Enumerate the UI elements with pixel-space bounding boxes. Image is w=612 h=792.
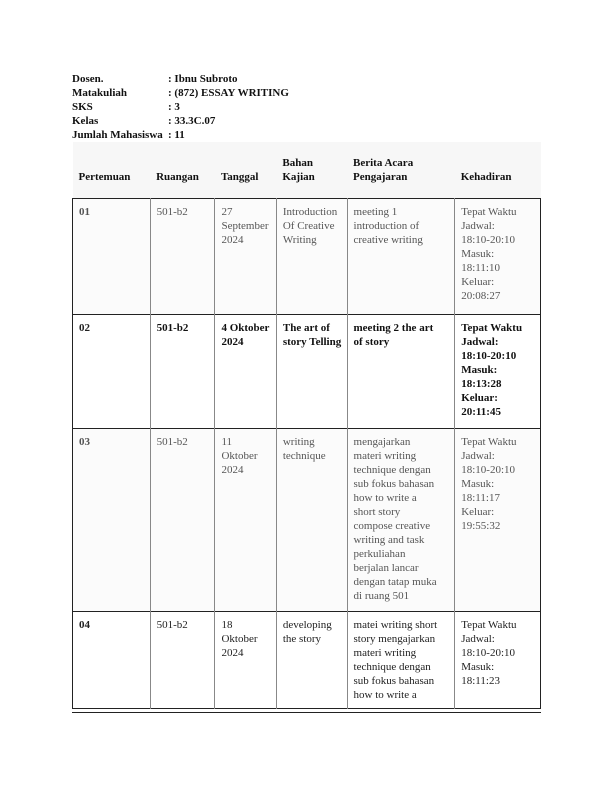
table-row xyxy=(73,429,541,612)
kehadiran-cell: Tepat Waktu Jadwal: 18:10-20:10 Masuk: 18:11:17 Keluar: 19:55:32 xyxy=(455,429,541,612)
course-info xyxy=(72,72,289,142)
table-row xyxy=(73,612,541,709)
tanggal-cell: 18 Oktober 2024 xyxy=(215,612,276,709)
matakuliah-label: Matakuliah xyxy=(72,87,128,99)
berita-cell: mengajarkan materi writing technique dengan sub fokus bahasan how to write a short story compose creative writing and task perkuliahan berjalan lancar dengan tatap muka di ruang 501 xyxy=(347,429,455,612)
sks-label: SKS xyxy=(72,101,93,113)
table-row xyxy=(73,199,541,315)
berita-cell: meeting 2 the art of story xyxy=(347,315,455,429)
tanggal-cell: 27 September 2024 xyxy=(215,199,276,315)
jumlah-row xyxy=(72,128,289,142)
header-pertemuan: Pertemuan xyxy=(73,142,151,199)
header-berita-acara: Berita Acara Pengajaran xyxy=(347,142,455,199)
berita-cell: meeting 1 introduction of creative writing xyxy=(347,199,455,315)
bahan-cell: writing technique xyxy=(276,429,347,612)
header-ruangan: Ruangan xyxy=(150,142,215,199)
table-row xyxy=(73,315,541,429)
jumlah-label: Jumlah Mahasiswa xyxy=(72,129,163,141)
kelas-label: Kelas xyxy=(72,115,99,127)
attendance-table-wrap xyxy=(72,142,541,713)
kelas-row xyxy=(72,114,289,128)
ruangan-cell: 501-b2 xyxy=(150,199,215,315)
bahan-cell: developing the story xyxy=(276,612,347,709)
tanggal-cell: 4 Oktober 2024 xyxy=(215,315,276,429)
dosen-row xyxy=(72,72,289,86)
ruangan-cell: 501-b2 xyxy=(150,315,215,429)
header-tanggal: Tanggal xyxy=(215,142,276,199)
attendance-table xyxy=(72,142,541,709)
pertemuan-cell: 04 xyxy=(73,612,151,709)
sks-row xyxy=(72,100,289,114)
pertemuan-cell: 01 xyxy=(73,199,151,315)
dosen-label: Dosen. xyxy=(72,73,104,85)
matakuliah-value: : (872) ESSAY WRITING xyxy=(168,87,289,99)
ruangan-cell: 501-b2 xyxy=(150,612,215,709)
tanggal-cell: 11 Oktober 2024 xyxy=(215,429,276,612)
kehadiran-cell: Tepat Waktu Jadwal: 18:10-20:10 Masuk: 18:11:23 xyxy=(455,612,541,709)
header-bahan-kajian: Bahan Kajian xyxy=(276,142,347,199)
kehadiran-cell: Tepat Waktu Jadwal: 18:10-20:10 Masuk: 18:13:28 Keluar: 20:11:45 xyxy=(455,315,541,429)
table-header-row xyxy=(73,142,541,199)
jumlah-value: : 11 xyxy=(168,129,185,141)
bahan-cell: Introduction Of Creative Writing xyxy=(276,199,347,315)
dosen-value: : Ibnu Subroto xyxy=(168,73,238,85)
matakuliah-row xyxy=(72,86,289,100)
kehadiran-cell: Tepat Waktu Jadwal: 18:10-20:10 Masuk: 18:11:10 Keluar: 20:08:27 xyxy=(455,199,541,315)
sks-value: : 3 xyxy=(168,101,180,113)
pertemuan-cell: 02 xyxy=(73,315,151,429)
kelas-value: : 33.3C.07 xyxy=(168,115,216,127)
header-kehadiran: Kehadiran xyxy=(455,142,541,199)
bahan-cell: The art of story Telling xyxy=(276,315,347,429)
ruangan-cell: 501-b2 xyxy=(150,429,215,612)
berita-cell: matei writing short story mengajarkan materi writing technique dengan sub fokus bahasan how to write a xyxy=(347,612,455,709)
pertemuan-cell: 03 xyxy=(73,429,151,612)
